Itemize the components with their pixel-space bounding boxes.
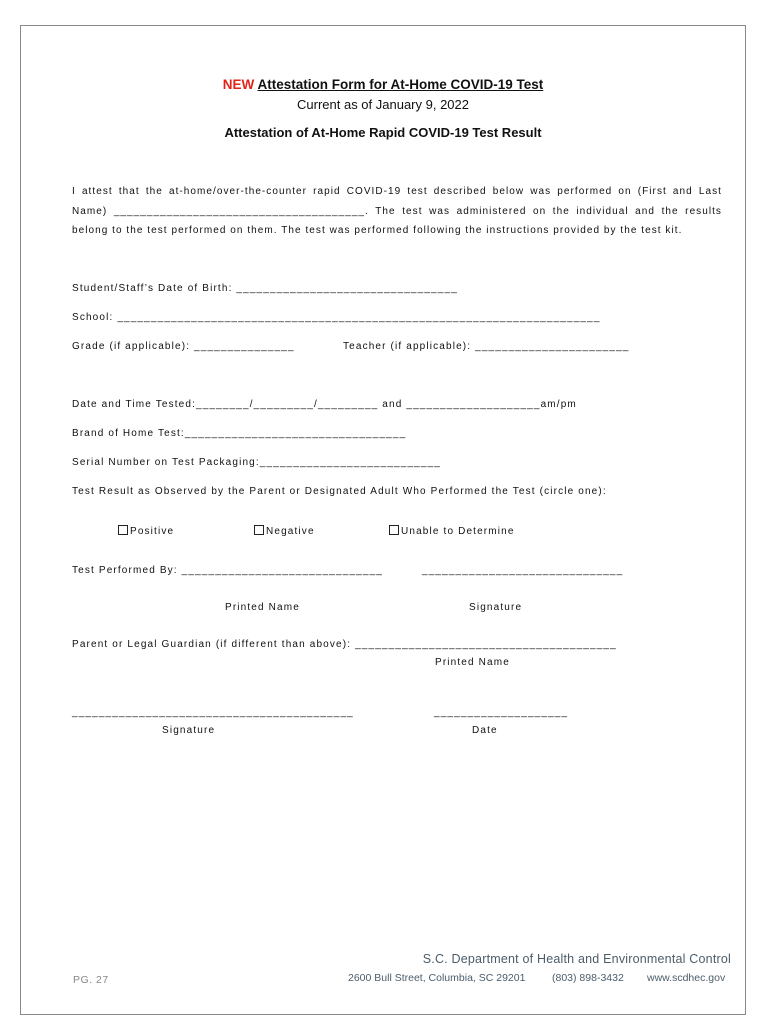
- serial-field[interactable]: Serial Number on Test Packaging:___________________________: [72, 457, 442, 468]
- teacher-field[interactable]: Teacher (if applicable): _______________________: [343, 341, 630, 352]
- guardian-signature-caption: Signature: [162, 725, 216, 736]
- form-page: [20, 25, 746, 1015]
- result-prompt: Test Result as Observed by the Parent or Designated Adult Who Performed the Test (circle one):: [72, 486, 607, 497]
- current-as-of: Current as of January 9, 2022: [297, 97, 469, 112]
- new-label: NEW: [222, 77, 255, 92]
- guardian-printed-name-caption: Printed Name: [435, 657, 510, 668]
- form-title: [21, 77, 745, 92]
- checkbox-icon[interactable]: [254, 525, 264, 535]
- brand-field[interactable]: Brand of Home Test:_________________________________: [72, 428, 407, 439]
- guardian-date-caption: Date: [472, 725, 498, 736]
- guardian-field[interactable]: Parent or Legal Guardian (if different than above): _______________________________________: [72, 639, 617, 650]
- performed-by-field[interactable]: Test Performed By: ______________________________: [72, 565, 384, 576]
- footer-organization: S.C. Department of Health and Environmental Control: [422, 952, 731, 966]
- title-text: Attestation Form for At-Home COVID-19 Test: [257, 77, 544, 92]
- page-number: PG. 27: [73, 974, 109, 986]
- checkbox-icon[interactable]: [118, 525, 128, 535]
- footer-address: 2600 Bull Street, Columbia, SC 29201: [348, 972, 526, 984]
- checkbox-icon[interactable]: [389, 525, 399, 535]
- signature-caption: Signature: [469, 602, 523, 613]
- attestation-paragraph: I attest that the at-home/over-the-counter rapid COVID-19 test described below was performed on (First and Last Name) ______________________________________. The test was administered on the individual and the results belong to the test performed on them. The test was performed following the instructions provided by the test kit.: [72, 186, 722, 236]
- guardian-date-line[interactable]: ____________________: [434, 707, 569, 718]
- footer-website[interactable]: www.scdhec.gov: [647, 972, 726, 984]
- printed-name-caption: Printed Name: [225, 602, 300, 613]
- dob-field[interactable]: Student/Staff’s Date of Birth: _________________________________: [72, 283, 458, 294]
- footer-phone: (803) 898-3432: [552, 972, 624, 984]
- option-negative[interactable]: [254, 525, 315, 537]
- date-time-field[interactable]: Date and Time Tested:________/_________/_________ and ____________________am/pm: [72, 399, 577, 410]
- option-negative-label: Negative: [266, 526, 315, 537]
- option-positive-label: Positive: [130, 526, 175, 537]
- form-subtitle: Attestation of At-Home Rapid COVID-19 Test Result: [224, 125, 542, 140]
- option-unable[interactable]: [389, 525, 515, 537]
- grade-field[interactable]: Grade (if applicable): _______________: [72, 341, 295, 352]
- option-positive[interactable]: [118, 525, 174, 537]
- performed-by-signature-line[interactable]: ______________________________: [422, 565, 624, 576]
- option-unable-label: Unable to Determine: [401, 526, 515, 537]
- guardian-signature-line[interactable]: __________________________________________: [72, 707, 354, 718]
- school-field[interactable]: School: ________________________________________________________________________: [72, 312, 601, 323]
